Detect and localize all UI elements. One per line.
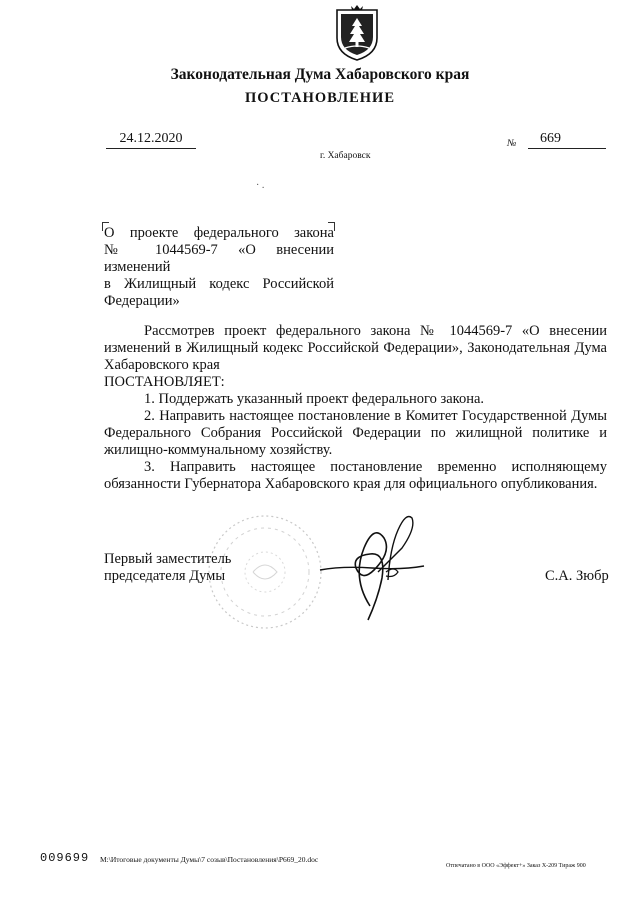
document-city: г. Хабаровск [320, 151, 371, 161]
signatory-role-line: Первый заместитель [104, 551, 232, 567]
resolution-item-2: 2. Направить настоящее постановление в Комитет Государственной Думы Федерального Собрания Российской Федерации по жилищной политике и жилищно-коммунальному хозяйству. [104, 408, 607, 458]
subject-line: в Жилищный кодекс Российской [104, 276, 334, 292]
intro-line: Рассмотрев проект федерального закона № 1044569-7 «О внесении [144, 323, 607, 339]
signatory-name: С.А. Зюбр [545, 568, 609, 584]
coat-of-arms-emblem [331, 4, 383, 62]
signatory-role-line: председателя Думы [104, 568, 226, 584]
document-subject [104, 225, 334, 310]
footer-serial-number: 009699 [40, 851, 90, 865]
signatory-role [104, 551, 231, 585]
footer-printer-info: Отпечатано в ООО «Эффект+» Заказ Х-209 Тираж 900 [446, 863, 586, 869]
document-body [104, 323, 607, 493]
intro-line: изменений в Жилищный кодекс Российской Федерации», Законодательная Дума [104, 340, 607, 356]
document-date: 24.12.2020 [106, 131, 196, 149]
handwritten-signature [312, 508, 432, 628]
stray-dots: · . [256, 180, 265, 191]
number-sign: № [507, 138, 517, 149]
organization-title: Законодательная Дума Хабаровского края [170, 66, 470, 83]
resolves-heading: ПОСТАНОВЛЯЕТ: [104, 374, 225, 390]
intro-line: Хабаровского края [104, 357, 220, 373]
document-number: 669 [528, 131, 606, 149]
subject-line: О проекте федерального закона [104, 225, 334, 241]
subject-line: Федерации» [104, 293, 180, 309]
subject-line: № 1044569-7 «О внесении изменений [104, 242, 334, 275]
document-type-title: ПОСТАНОВЛЕНИЕ [244, 90, 395, 106]
resolution-item-1: 1. Поддержать указанный проект федерального закона. [144, 391, 485, 407]
resolution-item-3: 3. Направить настоящее постановление временно исполняющему обязанности Губернатора Хабаровского края для официального опубликования. [104, 459, 607, 492]
footer-file-path: M:\Итоговые документы Думы\7 созыв\Постановления\P669_20.doc [100, 855, 319, 864]
